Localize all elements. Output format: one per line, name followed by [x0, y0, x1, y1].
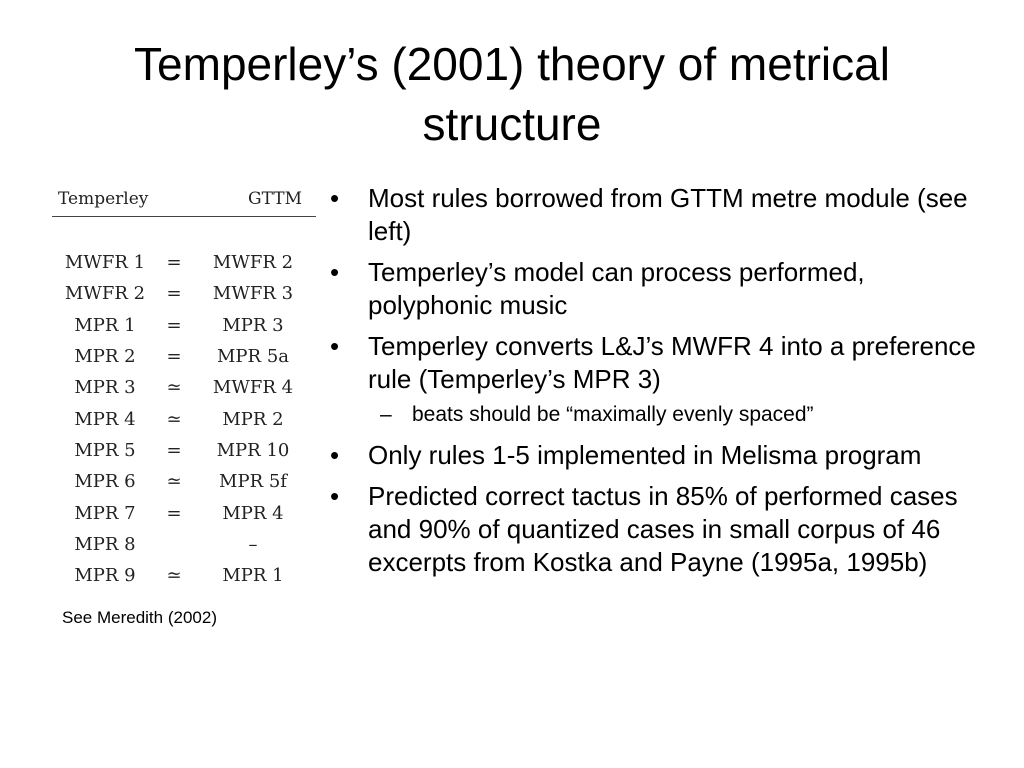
rule-right: MWFR 3	[212, 283, 294, 305]
table-row	[52, 310, 316, 341]
table-row	[52, 372, 316, 403]
rule-relation: =	[166, 314, 182, 336]
rule-left: MPR 5	[74, 439, 136, 461]
bullet-item	[330, 480, 990, 579]
rule-left: MPR 2	[74, 346, 136, 368]
rule-relation: ≃	[166, 408, 182, 430]
rule-relation: =	[166, 252, 182, 274]
table-row	[52, 435, 316, 466]
rule-left: MPR 9	[74, 565, 136, 587]
rule-left: MPR 6	[74, 471, 136, 493]
table-row	[52, 529, 316, 560]
rule-left: MPR 8	[74, 533, 136, 555]
rule-left: MPR 1	[74, 314, 136, 336]
table-row	[52, 560, 316, 591]
rule-right: MPR 1	[222, 565, 284, 587]
bullet-text: Temperley converts L&J’s MWFR 4 into a preference rule (Temperley’s MPR 3)	[368, 331, 976, 394]
rule-relation: =	[166, 346, 182, 368]
bullet-text: Most rules borrowed from GTTM metre module (see left)	[368, 183, 968, 246]
header-gttm: GTTM	[248, 189, 302, 209]
rule-relation: ≃	[166, 471, 182, 493]
rules-comparison-table	[52, 182, 316, 591]
rule-left: MWFR 2	[64, 283, 146, 305]
bullet-list	[330, 182, 990, 587]
rule-relation: ≃	[166, 377, 182, 399]
table-caption: See Meredith (2002)	[62, 608, 217, 627]
header-temperley: Temperley	[58, 189, 149, 209]
rule-left: MWFR 1	[64, 252, 146, 274]
slide-title: Temperley’s (2001) theory of metrical structure	[134, 38, 890, 150]
rule-right: MWFR 2	[212, 252, 294, 274]
rule-relation: ≃	[166, 565, 182, 587]
table-row	[52, 247, 316, 278]
table-row	[52, 466, 316, 497]
table-body	[52, 247, 316, 591]
bullet-mark: •	[330, 257, 340, 287]
bullet-item	[330, 182, 990, 248]
sub-bullet-mark: –	[380, 403, 392, 426]
table-row	[52, 403, 316, 434]
rule-right: MPR 4	[222, 502, 284, 524]
bullet-mark: •	[330, 481, 340, 511]
rule-left: MPR 7	[74, 502, 136, 524]
sub-bullet-item	[380, 401, 990, 429]
bullet-text: Only rules 1-5 implemented in Melisma program	[368, 440, 922, 470]
rule-relation: =	[166, 283, 182, 305]
rule-left: MPR 3	[74, 377, 136, 399]
table-row	[52, 278, 316, 309]
table-header	[52, 182, 316, 217]
rule-left: MPR 4	[74, 408, 136, 430]
bullet-item	[330, 256, 990, 322]
bullet-text: Temperley’s model can process performed, polyphonic music	[368, 257, 865, 320]
rule-right: MPR 3	[222, 314, 284, 336]
bullet-mark: •	[330, 183, 340, 213]
rule-right: MPR 10	[216, 439, 290, 461]
bullet-item	[330, 439, 990, 472]
bullet-mark: •	[330, 331, 340, 361]
bullet-text: Predicted correct tactus in 85% of performed cases and 90% of quantized cases in small corpus of 46 excerpts from Kostka and Payne (1995a, 1995b)	[368, 481, 958, 577]
rule-right: MWFR 4	[212, 377, 294, 399]
rule-relation: =	[166, 439, 182, 461]
bullet-mark: •	[330, 440, 340, 470]
table-row	[52, 341, 316, 372]
table-row	[52, 497, 316, 528]
rule-right: MPR 5f	[219, 471, 287, 493]
sub-bullet-text: beats should be “maximally evenly spaced”	[412, 403, 814, 426]
rule-right: MPR 5a	[217, 346, 289, 368]
rule-right: MPR 2	[222, 408, 284, 430]
rule-relation: =	[166, 502, 182, 524]
bullet-item	[330, 330, 990, 396]
rule-right: –	[248, 533, 258, 555]
